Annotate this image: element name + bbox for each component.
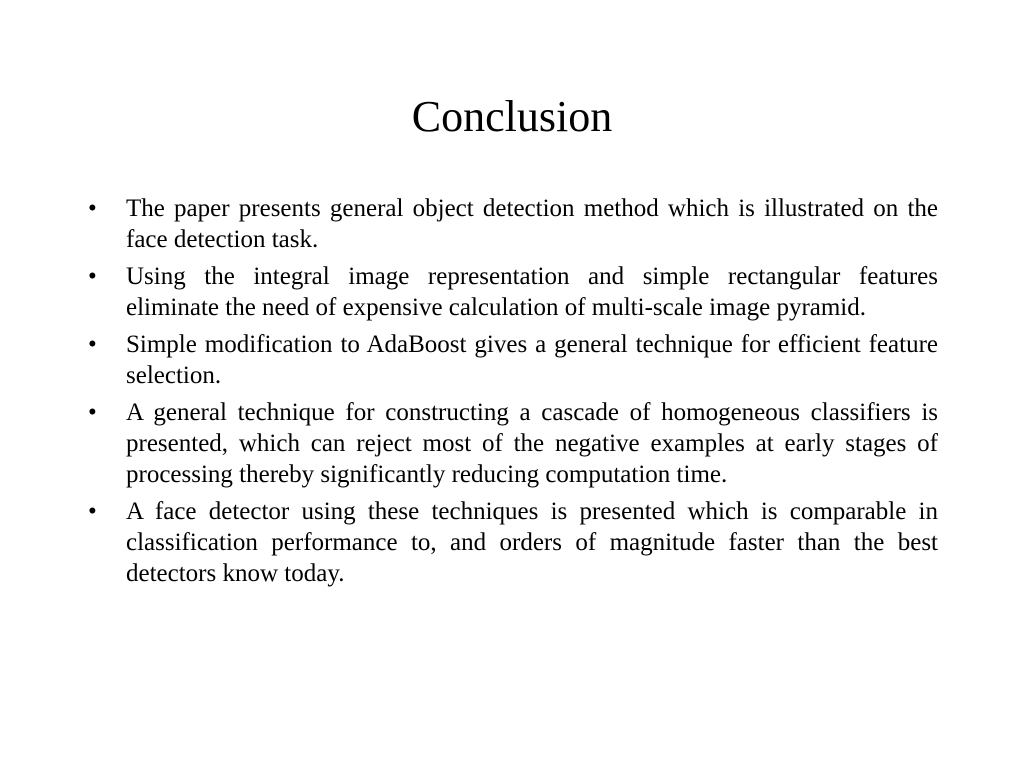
bullet-item — [88, 496, 938, 589]
bullet-item — [88, 261, 938, 323]
bullet-text: A face detector using these techniques is presented which is comparable in classification performance to, and orders of magnitude faster than the best detectors know today. — [126, 498, 938, 587]
bullet-list — [88, 193, 938, 595]
bullet-dot-icon: • — [88, 331, 97, 358]
bullet-dot-icon: • — [88, 399, 97, 426]
bullet-text: Simple modification to AdaBoost gives a general technique for efficient feature selection. — [126, 331, 938, 389]
bullet-text: A general technique for constructing a cascade of homogeneous classifiers is presented, which can reject most of the negative examples at early stages of processing thereby significantly reducing computation time. — [126, 399, 938, 488]
bullet-dot-icon: • — [88, 195, 97, 222]
bullet-dot-icon: • — [88, 263, 97, 290]
bullet-item — [88, 193, 938, 255]
bullet-item — [88, 397, 938, 490]
bullet-item — [88, 329, 938, 391]
slide-title: Conclusion — [411, 92, 613, 141]
bullet-text: Using the integral image representation and simple rectangular features eliminate the need of expensive calculation of multi-scale image pyramid. — [126, 263, 938, 321]
bullet-dot-icon: • — [88, 498, 97, 525]
bullet-text: The paper presents general object detection method which is illustrated on the face detection task. — [126, 195, 938, 253]
